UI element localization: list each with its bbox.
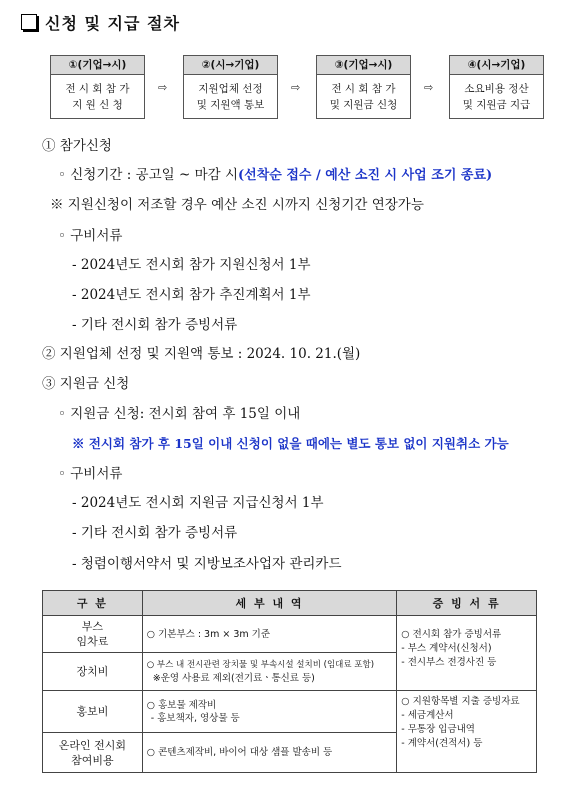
doc-item: - 기타 전시회 참가 증빙서류 <box>72 317 238 333</box>
detail-line: ○ 콘텐츠제작비, 바이어 대상 샘플 발송비 등 <box>146 747 333 758</box>
category-line: 참여비용 <box>71 753 114 767</box>
flow-step-3 <box>316 55 411 119</box>
row-category <box>43 733 143 773</box>
cost-table <box>42 590 537 773</box>
step-line: 및 지원금 신청 <box>329 99 398 111</box>
category-line: 장치비 <box>76 665 109 678</box>
evidence-line: - 부스 계약서(신청서) <box>401 643 492 654</box>
docs-title: ◦ 구비서류 <box>58 228 123 244</box>
step-line: 전 시 회 참 가 <box>331 83 396 95</box>
flow-step-1 <box>50 55 145 119</box>
evidence-line: - 세금계산서 <box>401 710 454 721</box>
evidence-line: - 무통장 입금내역 <box>401 724 475 735</box>
table-row <box>43 691 537 733</box>
step-line: 및 지원금 지급 <box>462 99 531 111</box>
column-header: 증 빙 서 류 <box>397 591 537 616</box>
step-heading: ②(시→기업) <box>184 56 277 75</box>
category-line: 온라인 전시회 <box>58 738 127 752</box>
evidence-cell <box>397 616 537 691</box>
step-line: 지 원 신 청 <box>72 99 123 111</box>
step-heading: ①(기업→시) <box>51 56 144 75</box>
grant-deadline: ◦ 지원금 신청: 전시회 참여 후 15일 이내 <box>58 406 301 422</box>
section-title-apply: ① 참가신청 <box>42 138 112 154</box>
detail-line: ※운영 사용료 제외(전기료ㆍ통신료 등) <box>152 672 315 684</box>
category-line: 부스 <box>81 620 104 633</box>
table-row <box>43 616 537 653</box>
step-line: 지원업체 선정 <box>198 83 263 95</box>
evidence-line: - 계약서(견적서) 등 <box>401 738 483 749</box>
row-category <box>43 653 143 691</box>
row-detail <box>142 733 396 773</box>
period-label: ◦ 신청기간 : 공고일 ~ 마감 시 <box>58 167 238 183</box>
flow-step-4 <box>449 55 544 119</box>
step-heading: ④(시→기업) <box>450 56 543 75</box>
right-arrow-icon: ⇨ <box>291 81 301 94</box>
detail-line: ○ 홍보물 제작비 <box>146 699 217 711</box>
evidence-line: ○ 전시회 참가 증빙서류 <box>401 629 502 640</box>
step-line: 소요비용 정산 <box>464 83 529 95</box>
section-title-grant: ③ 지원금 신청 <box>42 376 130 392</box>
detail-line: ○ 기본부스 : 3m × 3m 기준 <box>146 628 271 640</box>
table-header-row <box>43 591 537 616</box>
row-detail <box>142 616 396 653</box>
section-title-selection: ② 지원업체 선정 및 지원액 통보 : 2024. 10. 21.(월) <box>42 346 361 362</box>
category-line: 홍보비 <box>76 705 109 718</box>
row-detail <box>142 653 396 691</box>
checkbox-square-icon <box>21 14 37 30</box>
detail-line: ○ 부스 내 전시관련 장치물 및 부속시설 설치비 (임대료 포함) <box>146 659 375 670</box>
section-header <box>21 10 180 34</box>
column-header: 세 부 내 역 <box>142 591 396 616</box>
doc-item: - 기타 전시회 참가 증빙서류 <box>72 525 238 541</box>
right-arrow-icon: ⇨ <box>158 81 168 94</box>
row-category <box>43 616 143 653</box>
step-heading: ③(기업→시) <box>317 56 410 75</box>
category-line: 임차료 <box>76 635 109 648</box>
page-title: 신청 및 지급 절차 <box>45 13 180 33</box>
doc-item: - 청렴이행서약서 및 지방보조사업자 관리카드 <box>72 556 342 572</box>
extension-note: ※ 지원신청이 저조할 경우 예산 소진 시까지 신청기간 연장가능 <box>50 197 424 213</box>
right-arrow-icon: ⇨ <box>424 81 434 94</box>
doc-item: - 2024년도 전시회 지원금 지급신청서 1부 <box>72 495 324 511</box>
application-period <box>58 166 492 185</box>
cancel-warning: ※ 전시회 참가 후 15일 이내 신청이 없을 때에는 별도 통보 없이 지원취소 가능 <box>72 436 509 451</box>
docs-title: ◦ 구비서류 <box>58 466 123 482</box>
evidence-cell <box>397 691 537 773</box>
period-note: (선착순 접수 / 예산 소진 시 사업 조기 종료) <box>237 168 493 183</box>
step-line: 전 시 회 참 가 <box>65 83 130 95</box>
doc-item: - 2024년도 전시회 참가 추진계획서 1부 <box>72 287 311 303</box>
evidence-line: ○ 지원항목별 지출 증빙자료 <box>401 696 520 707</box>
detail-line: - 홍보책자, 영상물 등 <box>150 712 240 724</box>
row-detail <box>142 691 396 733</box>
flow-step-2 <box>183 55 278 119</box>
column-header: 구 분 <box>43 591 143 616</box>
doc-item: - 2024년도 전시회 참가 지원신청서 1부 <box>72 257 311 273</box>
step-line: 및 지원액 통보 <box>196 99 265 111</box>
evidence-line: - 전시부스 전경사진 등 <box>401 657 497 668</box>
row-category <box>43 691 143 733</box>
